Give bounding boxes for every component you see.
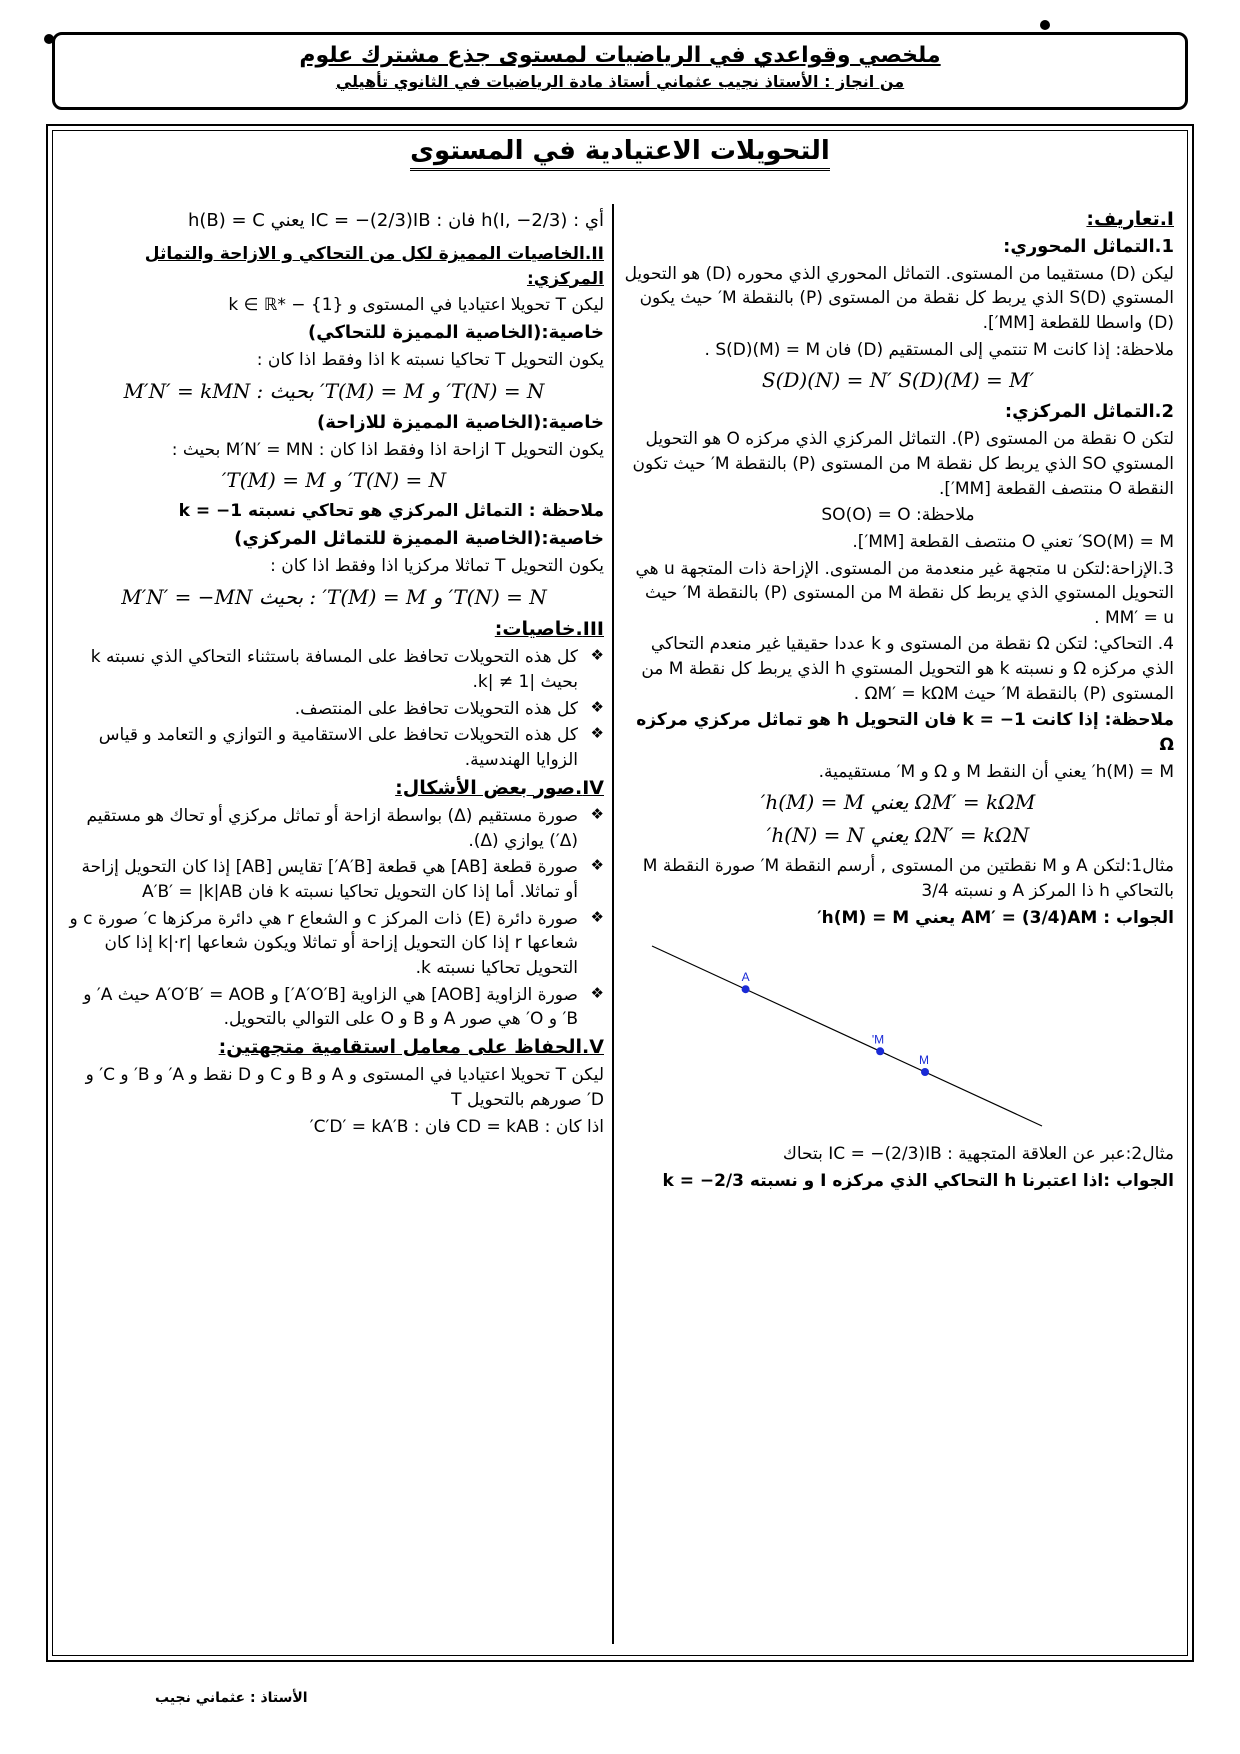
example-2-statement: مثال2:عبر عن العلاقة المتجهية : IC = −(2/3)IB بتحاك [782,1144,1174,1165]
central-symmetry-definition: لتكن O نقطة من المستوى (P). التماثل المركزي الذي مركزه O هو التحويل المستوي SO الذي يربط كل نقطة M من المستوى (P) بالنقطة M′ حيث تكون النقطة O منتصف القطعة [MM′]. [632,429,1174,499]
section-2-intro: ليكن T تحويلا اعتياديا في المستوى و k ∈ ℝ* − {1} [228,295,604,316]
translation-property-formula: T(N) = N′ و T(M) = M′ [221,468,447,493]
section-3-title: III.خاصيات: [494,617,604,640]
column-divider [612,204,614,1644]
homothety-collinearity: h(M) = M′ يعني أن النقط M و Ω و M′ مستقيمية. [818,761,1174,782]
footer-signature: الأستاذ : عثماني نجيب [155,1690,308,1706]
translation-property-title: خاصية:(الخاصية المميزة للازاحة) [317,411,604,433]
translation-property-text: يكون التحويل T ازاحة اذا وفقط اذا كان : M′N′ = MN بحيث : [171,439,604,460]
property-bullet-2: ❖ كل هذه التحويلات تحافظ على المنتصف. [64,697,604,722]
central-symmetry-property: SO(M) = M′ تعني O منتصف القطعة [MM′]. [852,531,1174,552]
section-2-note: ملاحظة : التماثل المركزي هو تحاكي نسبته k = −1 [178,501,604,522]
image-bullet-1: ❖ صورة مستقيم (Δ) بواسطة ازاحة أو تماثل مركزي أو تحاك هو مستقيم (Δ′) يوازي (Δ). [64,804,604,853]
property-bullet-3: ❖ كل هذه التحويلات تحافظ على الاستقامية و التوازي و التعامد و قياس الزوايا الهندسية. [64,723,604,772]
label-M: M [919,1053,929,1068]
homothety-formula-1: ΩM′ = kΩM يعني h(M) = M′ [760,790,1036,815]
homothety-conclusion: أي : h(I, −2/3) فان : IC = −(2/3)IB يعني h(B) = C [187,210,604,231]
section-5-title: V.الحفاظ على معامل استقامية متجهتين: [218,1035,604,1058]
image-bullet-4: ❖ صورة الزاوية [AOB] هي الزاوية [A′O′B′] و A′O′B′ = AOB حيث A′ و B′ و O′ هي صور A و B و O على التوالي بالتحويل. [64,983,604,1032]
property-bullet-1: ❖ كل هذه التحويلات تحافظ على المسافة باستثناء التحاكي الذي نسبته k بحيث |k| ≠ 1. [64,645,604,694]
image-bullet-3: ❖ صورة دائرة (E) ذات المركز c و الشعاع r هي دائرة مركزها c′ صورة c و شعاعها r إذا كان التحويل إزاحة أو تماثلا ويكون شعاعها |k|·r إذا كان التحويل تحاكيا نسبته k. [64,907,604,981]
section-5-text: ليكن T تحويلا اعتياديا في المستوى و A و B و C و D نقط و A′ و B′ و C′ و D′ صورهم بالتحويل T [85,1065,604,1111]
axial-symmetry-note: ملاحظة: إذا كانت M تنتمي إلى المستقيم (D) فان S(D)(M) = M . [704,339,1174,360]
label-M-prime: M' [871,1032,885,1047]
example-1-figure [622,936,1174,1136]
central-symmetry-note: ملاحظة: SO(O) = O [821,505,975,526]
homothety-definition: 4. التحاكي: لتكن Ω نقطة من المستوى و k عددا حقيقيا غير منعدم التحاكي الذي مركزه Ω و نسبته k هو التحويل المستوي h الذي يربط كل نقطة M من المستوى (P) بالنقطة M′ حيث ΩM′ = kΩM . [641,634,1174,704]
section-1-1-title: 1.التماثل المحوري: [1003,235,1174,257]
homothety-note: ملاحظة: إذا كانت k = −1 فان التحويل h هو تماثل مركزي مركزه Ω [636,710,1174,755]
page-title: التحويلات الاعتيادية في المستوى [0,136,1240,166]
central-symmetry-property-formula: T(N) = N′ و T(M) = M′ : بحيث M′N′ = −MN [121,584,547,609]
section-4-title: IV.صور بعض الأشكال: [395,776,604,799]
central-symmetry-property-text: يكون التحويل T تماثلا مركزيا اذا وفقط اذا كان : [270,556,604,577]
point-M [921,1068,929,1076]
section-2-title: II.الخاصيات المميزة لكل من التحاكي و الازاحة والتماثل المركزي: [144,244,604,289]
axial-symmetry-definition: ليكن (D) مستقيما من المستوى. التماثل المحوري الذي محوره (D) هو التحويل المستوي S(D) الذي يربط كل نقطة من المستوى (P) بالنقطة M′ حيث يكون (D) واسطا للقطعة [MM′]. [624,263,1174,333]
central-symmetry-property-title: خاصية:(الخاصية المميزة للتماثل المركزي) [234,528,604,550]
homothety-formula-2: ΩN′ = kΩN يعني h(N) = N′ [766,823,1030,848]
left-column [64,206,604,1141]
example-1-statement: مثال1:لتكن A و M نقطتين من المستوى , أرسم النقطة M′ صورة النقطة M بالتحاكي h ذا المركز A و نسبته 3/4 [642,856,1174,901]
homothety-property-title: خاصية:(الخاصية المميزة للتحاكي) [308,322,604,344]
point-M-prime [876,1047,884,1055]
header-corner-dot [44,34,54,44]
figure-line [652,946,1042,1126]
axial-symmetry-formula: S(D)(N) = N′ S(D)(M) = M′ [761,368,1035,393]
example-1-answer: الجواب : AM′ = (3/4)AM يعني h(M) = M′ [817,907,1174,928]
example-2-answer: الجواب :اذا اعتبرنا h التحاكي الذي مركزه I و نسبته k = −2/3 [662,1170,1174,1191]
header-box [52,32,1188,110]
section-1-2-title: 2.التماثل المركزي: [1004,401,1174,423]
section-1-title: I.تعاريف: [1086,208,1174,230]
section-5-formula: اذا كان : CD = kAB فان : C′D′ = kA′B′ [309,1116,604,1137]
image-bullet-2: ❖ صورة قطعة [AB] هي قطعة [A′B′] تقايس [AB] إذا كان التحويل إزاحة أو تماثلا. أما إذا كان التحويل تحاكيا نسبته k فان A′B′ = |k|AB [64,855,604,904]
translation-definition: 3.الإزاحة:لتكن u متجهة غير منعدمة من المستوى. الإزاحة ذات المتجهة u هي التحويل المستوي الذي يربط كل نقطة M من المستوى (P) بالنقطة M′ حيث MM′ = u . [635,558,1174,628]
right-column [622,206,1174,1195]
homothety-property-text: يكون التحويل T تحاكيا نسبته k اذا وفقط اذا كان : [256,350,604,371]
document-title: ملخصي وقواعدي في الرياضيات لمستوى جذع مشترك علوم [299,43,941,68]
homothety-property-formula: T(N) = N′ و T(M) = M′ بحيث : M′N′ = kMN [123,378,545,403]
author-line: من انجاز : الأستاذ نجيب عثماني أستاذ مادة الرياضيات في الثانوي تأهيلي [335,72,905,91]
header-corner-dot [1040,20,1050,30]
point-A [742,985,750,993]
label-A: A [741,970,750,985]
